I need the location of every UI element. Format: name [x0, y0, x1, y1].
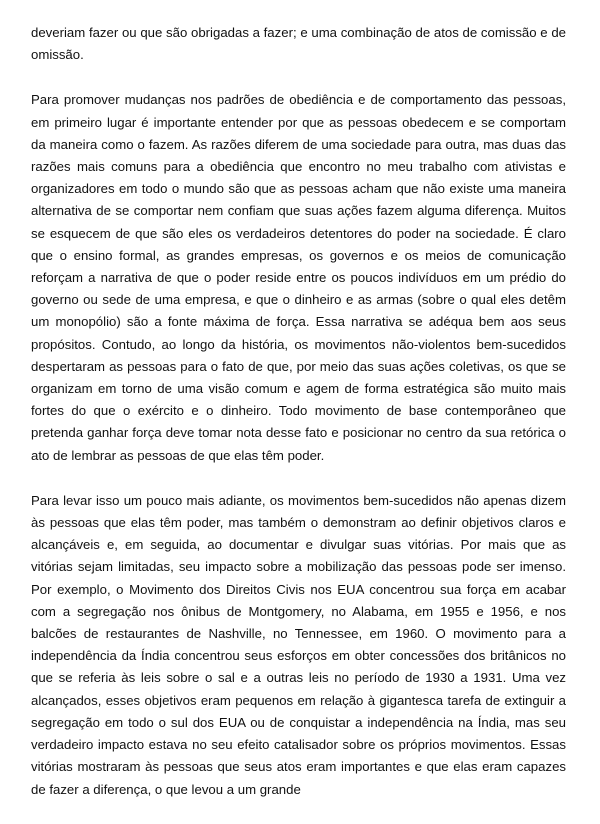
paragraph: deveriam fazer ou que são obrigadas a fazer; e uma combinação de atos de comissão e de omissão.: [31, 25, 566, 63]
paragraph: Para promover mudanças nos padrões de obediência e de comportamento das pessoas, em primeiro lugar é importante entender por que as pessoas obedecem e se comportam da maneira como o fazem. As razões diferem de uma sociedade para outra, mas duas das razões mais comuns para a obediência que encontro no meu trabalho com ativistas e organizadores em todo o mundo são que as pessoas acham que não existe uma maneira alternativa de se comportar nem confiam que suas ações fazem alguma diferença. Muitos se esquecem de que são eles os verdadeiros detentores do poder na sociedade. É claro que o ensino formal, as grandes empresas, os governos e os meios de comunicação reforçam a narrativa de que o poder reside entre os poucos indivíduos em um prédio do governo ou sede de uma empresa, e que o dinheiro e as armas (sobre o qual eles detêm um monopólio) são a fonte máxima de força. Essa narrativa se adéqua bem aos seus propósitos. Contudo, ao longo da história, os movimentos não-violentos bem-sucedidos despertaram as pessoas para o fato de que, por meio das suas ações coletivas, os que se organizam em torno de uma visão comum e agem de forma estratégica são muito mais fortes do que o exército e o dinheiro. Todo movimento de base contemporâneo que pretenda ganhar força deve tomar nota desse fato e posicionar no centro da sua retórica o ato de lembrar as pessoas de que elas têm poder.: [31, 92, 566, 463]
document-page: [31, 22, 566, 824]
paragraph: Para levar isso um pouco mais adiante, os movimentos bem-sucedidos não apenas dizem às pessoas que elas têm poder, mas também o demonstram ao definir objetivos claros e alcançáveis e, em seguida, ao documentar e divulgar suas vitórias. Por mais que as vitórias sejam limitadas, seu impacto sobre a mobilização das pessoas pode ser imenso. Por exemplo, o Movimento dos Direitos Civis nos EUA concentrou sua força em acabar com a segregação nos ônibus de Montgomery, no Alabama, em 1955 e 1956, e nos balcões de restaurantes de Nashville, no Tennessee, em 1960. O movimento para a independência da Índia concentrou seus esforços em obter concessões dos britânicos no que se referia às leis sobre o sal e a outras leis no período de 1930 a 1931. Uma vez alcançados, esses objetivos eram pequenos em relação à gigantesca tarefa de extinguir a segregação em todo o sul dos EUA ou de conquistar a independência na Índia, mas seu verdadeiro impacto estava no seu efeito catalisador sobre os próprios movimentos. Essas vitórias mostraram às pessoas que seus atos eram importantes e que elas eram capazes de fazer a diferença, o que levou a um grande: [31, 492, 566, 797]
